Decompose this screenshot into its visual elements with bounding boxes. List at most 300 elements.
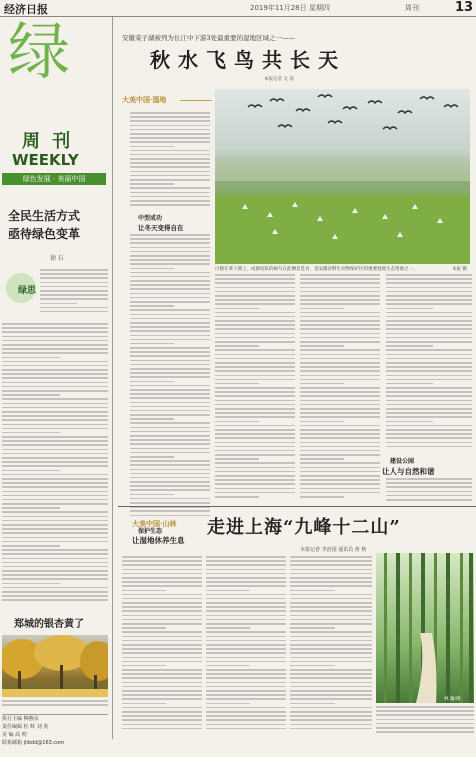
text-line: [2, 373, 108, 375]
text-line: [2, 453, 108, 455]
text-line: [300, 333, 380, 335]
text-line: [300, 492, 380, 494]
text-line: [2, 570, 108, 572]
text-line: [206, 577, 286, 579]
text-line: [122, 665, 166, 667]
text-line: [130, 351, 210, 353]
text-line: [2, 491, 108, 493]
text-line: [300, 496, 344, 498]
text-line: [122, 682, 202, 684]
text-line: [2, 574, 108, 576]
text-line: [215, 354, 295, 356]
text-line: [130, 154, 210, 156]
subhead-4: 让湿地休养生息: [132, 536, 185, 545]
text-line: [215, 446, 295, 448]
text-line: [122, 677, 202, 679]
text-line: [290, 623, 372, 625]
text-line: [386, 295, 472, 297]
text-line: [122, 724, 202, 726]
text-line: [130, 255, 210, 257]
subhead-3: 保护生态: [138, 528, 163, 535]
text-line: [130, 251, 210, 253]
bamboo-stalk: [396, 553, 400, 703]
ginkgo-trees-illustration: [2, 635, 108, 697]
text-line: [215, 278, 295, 280]
text-line: [206, 619, 286, 621]
text-line: [300, 425, 380, 427]
text-line: [2, 440, 108, 442]
text-line: [130, 422, 210, 424]
text-line: [122, 694, 202, 696]
text-line: [122, 564, 202, 566]
masthead: [0, 0, 476, 17]
text-line: [130, 293, 210, 295]
text-line: [206, 669, 286, 671]
left-author: 徐 石: [50, 255, 64, 262]
text-line: [300, 412, 380, 414]
text-line: [130, 171, 210, 173]
article-body-col4a: [386, 274, 472, 452]
text-line: [130, 469, 210, 471]
text-line: [215, 312, 295, 314]
text-line: [290, 585, 372, 587]
text-line: [215, 316, 295, 318]
text-line: [386, 299, 472, 301]
text-line: [290, 564, 372, 566]
text-line: [130, 276, 210, 278]
text-line: [215, 375, 295, 377]
bamboo-forest-photo: [376, 553, 474, 703]
text-line: [206, 724, 286, 726]
text-line: [376, 706, 474, 708]
text-line: [122, 669, 202, 671]
text-line: [386, 345, 433, 347]
text-line: [386, 324, 472, 326]
text-line: [2, 499, 108, 501]
text-line: [215, 421, 259, 423]
ginkgo-photo: [2, 635, 108, 697]
text-line: [2, 444, 108, 446]
birds-over-wetland-illustration: [215, 89, 470, 264]
text-line: [2, 503, 108, 505]
text-line: [130, 464, 210, 466]
text-line: [2, 327, 108, 329]
text-line: [122, 728, 202, 730]
text-line: [130, 343, 174, 345]
weekly-title-en: WEEKLY: [12, 151, 79, 169]
text-line: [386, 404, 472, 406]
text-line: [386, 341, 472, 343]
text-line: [2, 511, 108, 513]
text-line: [2, 436, 108, 438]
text-line: [130, 435, 210, 437]
text-line: [206, 598, 286, 600]
text-line: [206, 560, 286, 562]
text-line: [130, 112, 210, 114]
text-line: [2, 377, 108, 379]
text-line: [290, 640, 372, 642]
text-line: [2, 599, 108, 601]
text-line: [215, 467, 295, 469]
text-line: [290, 560, 372, 562]
text-line: [300, 391, 380, 393]
text-line: [300, 274, 380, 276]
text-line: [130, 263, 210, 265]
text-line: [215, 349, 295, 351]
park-photo-title[interactable]: 郑城的银杏黄了: [14, 619, 84, 630]
text-line: [2, 537, 108, 539]
text-line: [290, 610, 372, 612]
text-line: [215, 308, 259, 310]
text-line: [2, 474, 108, 476]
text-line: [130, 406, 210, 408]
text-line: [290, 569, 372, 571]
text-line: [386, 395, 472, 397]
text-line: [2, 583, 60, 585]
subhead-5: 建设公园: [390, 458, 415, 465]
text-line: [122, 610, 202, 612]
text-line: [215, 287, 295, 289]
text-line: [215, 488, 295, 490]
text-line: [300, 404, 380, 406]
text-line: [206, 665, 250, 667]
text-line: [40, 277, 108, 279]
text-line: [215, 496, 259, 498]
text-line: [215, 408, 295, 410]
text-line: [2, 382, 108, 384]
text-line: [300, 429, 380, 431]
text-line: [386, 354, 472, 356]
editorial-credits: [2, 714, 108, 757]
text-line: [2, 541, 108, 543]
text-line: [122, 673, 202, 675]
bottom-article-title[interactable]: 走进上海“九峰十二山”: [207, 517, 401, 538]
text-line: [40, 294, 108, 296]
text-line: [386, 370, 472, 372]
text-line: [206, 703, 250, 705]
text-line: [215, 437, 295, 439]
text-line: [215, 387, 295, 389]
text-line: [300, 370, 380, 372]
text-line: [40, 298, 108, 300]
text-line: [386, 391, 472, 393]
text-line: [2, 545, 60, 547]
text-line: [130, 402, 210, 404]
text-line: [290, 657, 372, 659]
text-line: [300, 408, 380, 410]
text-line: [122, 703, 166, 705]
text-line: [300, 308, 344, 310]
text-line: [2, 465, 108, 467]
text-line: [130, 376, 210, 378]
left-headline[interactable]: 全民生活方式 亟待绿色变革: [8, 209, 81, 241]
article-body-col1b: [130, 234, 210, 522]
text-line: [290, 707, 372, 709]
text-line: [2, 478, 108, 480]
credit-line-3: 美 编 高 明: [2, 732, 27, 738]
text-line: [215, 295, 295, 297]
text-line: [386, 433, 472, 435]
text-line: [300, 446, 380, 448]
text-line: [130, 200, 210, 202]
text-line: [2, 587, 108, 589]
text-line: [215, 471, 295, 473]
text-line: [300, 450, 380, 452]
article-body-col1a: [130, 112, 210, 210]
text-line: [130, 183, 174, 185]
text-line: [300, 442, 380, 444]
text-line: [215, 400, 295, 402]
text-line: [2, 549, 108, 551]
text-line: [122, 686, 202, 688]
text-line: [122, 661, 202, 663]
text-line: [215, 341, 295, 343]
left-body-text: [40, 269, 108, 319]
text-line: [2, 700, 108, 702]
text-line: [290, 606, 372, 608]
text-line: [300, 324, 380, 326]
text-line: [130, 452, 210, 454]
column-divider: [112, 17, 113, 739]
bottom-body-col3: [290, 556, 372, 736]
text-line: [130, 133, 210, 135]
text-line: [300, 341, 380, 343]
text-line: [290, 677, 372, 679]
text-line: [290, 665, 335, 667]
text-line: [122, 719, 202, 721]
text-line: [206, 627, 250, 629]
text-line: [300, 299, 380, 301]
text-line: [206, 682, 286, 684]
text-line: [215, 442, 295, 444]
text-line: [300, 287, 380, 289]
text-line: [206, 615, 286, 617]
text-line: [206, 569, 286, 571]
text-line: [2, 390, 108, 392]
text-line: [206, 644, 286, 646]
text-line: [2, 394, 60, 396]
text-line: [300, 475, 380, 477]
text-line: [206, 585, 286, 587]
section-tag-wetland: 大美中国·湿地: [122, 95, 167, 104]
section-tag-mountain: 大美中国·山林: [132, 519, 177, 528]
text-line: [130, 330, 210, 332]
text-line: [130, 510, 210, 512]
tag-rule: [180, 100, 212, 101]
text-line: [300, 458, 344, 460]
text-line: [300, 362, 380, 364]
text-line: [122, 594, 202, 596]
text-line: [386, 446, 472, 448]
text-line: [206, 652, 286, 654]
text-line: [215, 391, 295, 393]
subhead-6: 让人与自然和谐: [382, 467, 435, 476]
text-line: [290, 669, 372, 671]
text-line: [122, 711, 202, 713]
text-line: [2, 407, 108, 409]
text-line: [2, 432, 60, 434]
text-line: [130, 456, 174, 458]
text-line: [215, 433, 295, 435]
text-line: [300, 483, 380, 485]
text-line: [130, 192, 210, 194]
text-line: [300, 375, 380, 377]
text-line: [290, 728, 372, 730]
bamboo-photo-credit: 林 瀚/摄: [444, 697, 461, 702]
text-line: [130, 431, 210, 433]
text-line: [206, 711, 286, 713]
text-line: [2, 516, 108, 518]
text-line: [122, 598, 202, 600]
text-line: [386, 442, 472, 444]
text-line: [300, 471, 380, 473]
text-line: [386, 303, 472, 305]
text-line: [290, 615, 372, 617]
text-line: [386, 320, 472, 322]
text-line: [2, 591, 108, 593]
text-line: [290, 724, 372, 726]
text-line: [130, 481, 210, 483]
text-line: [206, 564, 286, 566]
text-line: [122, 556, 202, 558]
text-line: [215, 362, 295, 364]
text-line: [290, 619, 372, 621]
article-title[interactable]: 秋水飞鸟共长天: [150, 48, 346, 72]
text-line: [130, 259, 210, 261]
text-line: [130, 485, 210, 487]
bamboo-stalk: [384, 553, 387, 703]
text-line: [130, 397, 210, 399]
text-line: [376, 719, 474, 721]
text-line: [386, 491, 472, 493]
text-line: [206, 648, 286, 650]
text-line: [122, 640, 202, 642]
text-line: [122, 581, 202, 583]
text-line: [122, 690, 202, 692]
text-line: [215, 383, 259, 385]
text-line: [290, 602, 372, 604]
text-line: [386, 387, 472, 389]
text-line: [2, 398, 108, 400]
text-line: [386, 482, 472, 484]
text-line: [2, 558, 108, 560]
text-line: [2, 352, 108, 354]
text-line: [215, 291, 295, 293]
text-line: [215, 404, 295, 406]
bottom-body-col2: [206, 556, 286, 736]
text-line: [122, 698, 202, 700]
newspaper-name: 经济日报: [4, 3, 48, 16]
text-line: [130, 410, 210, 412]
text-line: [2, 331, 108, 333]
text-line: [130, 335, 210, 337]
subhead-1: 中型成功: [138, 215, 163, 222]
text-line: [206, 602, 286, 604]
text-line: [206, 690, 286, 692]
text-line: [206, 581, 286, 583]
text-line: [130, 385, 210, 387]
text-line: [130, 360, 210, 362]
text-line: [130, 314, 210, 316]
text-line: [2, 578, 108, 580]
text-line: [2, 424, 108, 426]
text-line: [386, 379, 472, 381]
text-line: [40, 286, 108, 288]
text-line: [386, 287, 472, 289]
text-line: [130, 368, 210, 370]
text-line: [2, 566, 108, 568]
text-line: [130, 166, 210, 168]
text-line: [122, 707, 202, 709]
text-line: [2, 562, 108, 564]
text-line: [386, 291, 472, 293]
text-line: [300, 366, 380, 368]
text-line: [40, 269, 108, 271]
text-line: [130, 238, 210, 240]
text-line: [300, 354, 380, 356]
text-line: [300, 295, 380, 297]
text-line: [2, 507, 60, 509]
text-line: [215, 299, 295, 301]
text-line: [215, 370, 295, 372]
text-line: [130, 414, 210, 416]
text-line: [130, 322, 210, 324]
text-line: [130, 301, 210, 303]
text-line: [300, 345, 344, 347]
text-line: [130, 141, 210, 143]
text-line: [130, 284, 210, 286]
text-line: [206, 631, 286, 633]
text-line: [130, 175, 210, 177]
text-line: [130, 204, 210, 206]
text-line: [386, 421, 433, 423]
text-line: [40, 307, 108, 309]
text-line: [300, 379, 380, 381]
text-line: [130, 389, 210, 391]
text-line: [215, 324, 295, 326]
text-line: [122, 657, 202, 659]
text-line: [122, 652, 202, 654]
text-line: [290, 715, 372, 717]
text-line: [386, 478, 472, 480]
text-line: [2, 336, 108, 338]
text-line: [122, 560, 202, 562]
text-line: [206, 657, 286, 659]
text-line: [376, 710, 474, 712]
text-line: [300, 400, 380, 402]
text-line: [215, 379, 295, 381]
text-line: [2, 482, 108, 484]
text-line: [130, 247, 210, 249]
text-line: [130, 418, 174, 420]
bamboo-stalk: [446, 553, 450, 703]
text-line: [130, 473, 210, 475]
text-line: [2, 361, 108, 363]
text-line: [215, 282, 295, 284]
bottom-body-col1: [122, 556, 202, 736]
text-line: [215, 337, 295, 339]
text-line: [2, 532, 108, 534]
text-line: [206, 610, 286, 612]
text-line: [130, 129, 210, 131]
text-line: [290, 644, 372, 646]
text-line: [215, 462, 295, 464]
text-line: [290, 648, 372, 650]
text-line: [206, 661, 286, 663]
text-line: [215, 274, 295, 276]
text-line: [386, 333, 472, 335]
text-line: [206, 606, 286, 608]
